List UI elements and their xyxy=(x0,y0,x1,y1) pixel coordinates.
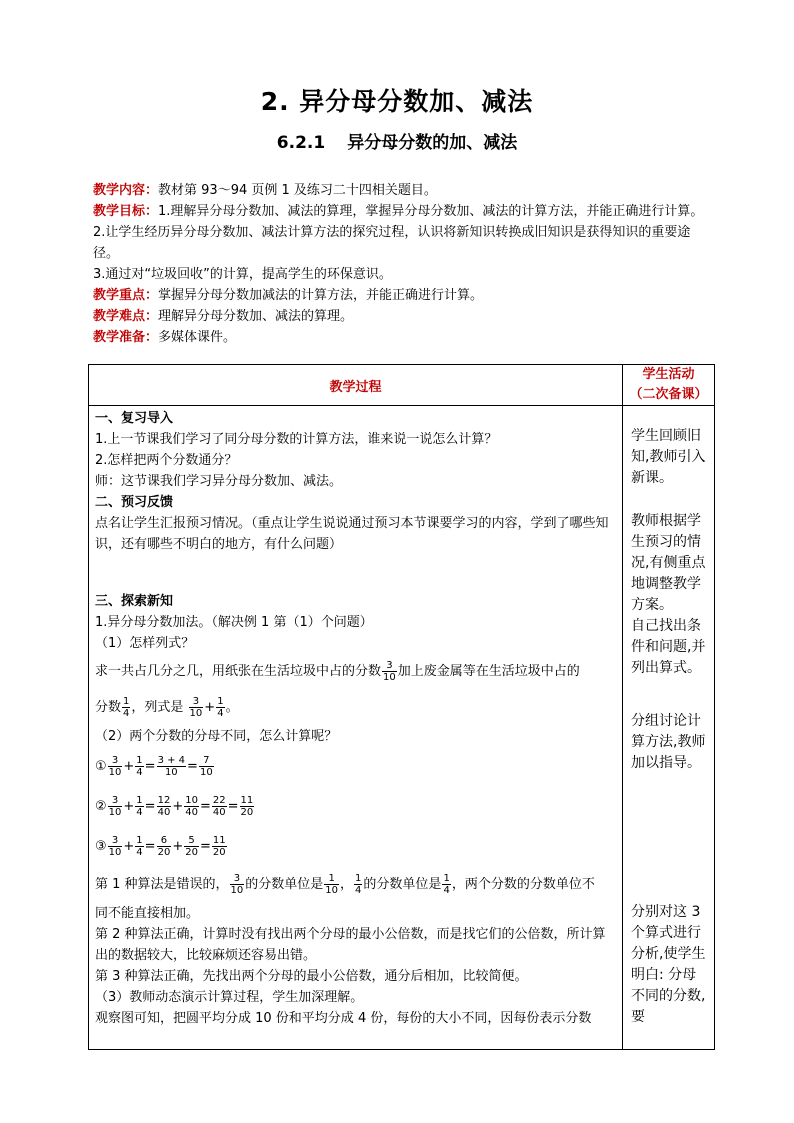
header-teaching-process: 教学过程 xyxy=(89,365,623,406)
label-prep: 教学准备： xyxy=(93,330,159,345)
explanation-1c: ， xyxy=(340,877,354,892)
review-line-2: 2.怎样把两个分数通分？ xyxy=(95,453,238,468)
marker-1: ① xyxy=(95,759,107,774)
fraction-1-4: $\frac{1}{4}$ xyxy=(136,755,143,778)
explanation-2: 第 2 种算法正确，计算时没有找出两个分母的最小公倍数，而是找它们的公倍数，所计算出的数据较大，比较麻烦还容易出错。 xyxy=(95,927,606,963)
fraction-3-10: $\frac{3}{10}$ xyxy=(108,795,122,818)
teaching-content xyxy=(93,180,713,201)
teaching-preparation xyxy=(93,327,713,348)
teaching-process-table xyxy=(88,364,715,1050)
prep-text: 多媒体课件。 xyxy=(158,330,237,345)
plus-sign: + xyxy=(172,799,184,814)
explore-l4a: 分数 xyxy=(95,700,122,715)
fraction-1-4: $\frac{1}{4}$ xyxy=(123,696,130,719)
explore-line-2: （1）怎样列式？ xyxy=(95,636,195,651)
page-subtitle xyxy=(0,128,794,153)
explanation-1-cont: 同不能直接相加。 xyxy=(95,906,200,921)
explore-l4b: ，列式是 xyxy=(131,700,184,715)
fraction-22-40: $\frac{22}{40}$ xyxy=(212,795,226,818)
section-review: 一、复习导入 xyxy=(95,411,174,426)
fraction-3plus4-10: $\frac{3 + 4}{10}$ xyxy=(157,755,186,778)
goal-1-text: 1.理解异分母分数加、减法的算理，掌握异分母分数加、减法的计算方法，并能正确进行计算。 xyxy=(158,204,704,219)
fraction-6-20: $\frac{6}{20}$ xyxy=(157,835,171,858)
subtitle-text: 异分母分数的加、减法 xyxy=(347,133,518,153)
content-text: 教材第 93～94 页例 1 及练习二十四相关题目。 xyxy=(158,183,437,198)
difficulty-text: 理解异分母分数加、减法的算理。 xyxy=(158,309,354,324)
plus-sign: + xyxy=(123,799,135,814)
equals-sign: = xyxy=(227,799,239,814)
calculation-3 xyxy=(95,827,618,867)
explanation-4: （3）教师动态演示计算过程，学生加深理解。 xyxy=(95,990,364,1005)
label-content: 教学内容： xyxy=(93,183,159,198)
teaching-key-point xyxy=(93,285,713,306)
key-text: 掌握异分母分数加减法的计算方法，并能正确进行计算。 xyxy=(158,288,484,303)
label-key: 教学重点： xyxy=(93,288,159,303)
fraction-7-10: $\frac{7}{10}$ xyxy=(199,755,213,778)
explanation-3: 第 3 种算法正确，先找出两个分母的最小公倍数，通分后相加，比较简便。 xyxy=(95,969,528,984)
plus-sign: + xyxy=(123,839,135,854)
explore-line-1: 1.异分母分数加法。（解决例 1 第（1）个问题） xyxy=(95,615,373,630)
marker-3: ③ xyxy=(95,839,107,854)
fraction-1-4: $\frac{1}{4}$ xyxy=(443,873,450,896)
section-explore: 三、探索新知 xyxy=(95,594,174,609)
explanation-1 xyxy=(95,867,618,903)
plus-sign: + xyxy=(123,759,135,774)
activity-1: 学生回顾旧知,教师引入新课。 xyxy=(631,428,706,486)
subtitle-number: 6.2.1 xyxy=(276,133,326,153)
fraction-1-10: $\frac{1}{10}$ xyxy=(325,873,339,896)
explanation-1d: 的分数单位是 xyxy=(363,877,442,892)
fraction-3-10: $\frac{3}{10}$ xyxy=(383,660,396,683)
plus-sign: + xyxy=(204,700,216,715)
activity-3: 自己找出条件和问题,并列出算式。 xyxy=(631,618,706,676)
student-activity-content xyxy=(623,406,715,1050)
equals-sign: = xyxy=(144,799,156,814)
activity-2: 教师根据学生预习的情况,有侧重点地调整教学方案。 xyxy=(631,513,706,613)
explore-line-4: 分数 $\frac{1}{4}$ ，列式是 $\frac{3}{10}$ + $\frac{1}{4}$ 。 xyxy=(95,696,239,719)
explore-line-3 xyxy=(95,654,618,690)
equals-sign: = xyxy=(187,759,198,774)
label-goal: 教学目标： xyxy=(93,204,159,219)
equals-sign: = xyxy=(199,799,211,814)
explore-l3a: 求一共占几分之几，用纸张在生活垃圾中占的分数 xyxy=(95,664,382,679)
review-line-1: 1.上一节课我们学习了同分母分数的计算方法，谁来说一说怎么计算？ xyxy=(95,432,498,447)
fraction-1-4: $\frac{1}{4}$ xyxy=(136,835,143,858)
explanation-1b: 的分数单位是 xyxy=(245,877,324,892)
calculation-1 xyxy=(95,747,618,787)
fraction-1-4: $\frac{1}{4}$ xyxy=(136,795,143,818)
activity-5: 分别对这 3 个算式进行分析,使学生明白: 分母不同的分数,要 xyxy=(631,904,706,1025)
fraction-12-40: $\frac{12}{40}$ xyxy=(157,795,171,818)
explanation-1a: 第 1 种算法是错误的， xyxy=(95,877,229,892)
equals-sign: = xyxy=(144,839,156,854)
header-right-line1: 学生活动 xyxy=(642,367,695,382)
equals-sign: = xyxy=(199,839,211,854)
fraction-1-4: $\frac{1}{4}$ xyxy=(217,696,224,719)
fraction-3-10: $\frac{3}{10}$ xyxy=(108,835,122,858)
activity-4: 分组讨论计算方法,教师加以指导。 xyxy=(631,713,706,771)
fraction-3-10: $\frac{3}{10}$ xyxy=(230,873,244,896)
fraction-10-40: $\frac{10}{40}$ xyxy=(185,795,198,818)
preview-text: 点名让学生汇报预习情况。（重点让学生说说通过预习本节课要学习的内容，学到了哪些知识，还有哪些不明白的地方，有什么问题） xyxy=(95,516,609,552)
teaching-goal-1 xyxy=(93,201,713,222)
equals-sign: = xyxy=(144,759,156,774)
process-content xyxy=(89,406,623,1050)
label-difficulty: 教学难点： xyxy=(93,309,159,324)
teaching-goal-2: 2.让学生经历异分母分数加、减法计算方法的探究过程，认识将新知识转换成旧知识是获得知识的重要途径。 xyxy=(93,225,691,261)
fraction-3-10: $\frac{3}{10}$ xyxy=(189,696,203,719)
fraction-3-10: $\frac{3}{10}$ xyxy=(108,755,122,778)
explore-line-5: （2）两个分数的分母不同，怎么计算呢？ xyxy=(95,729,338,744)
section-preview: 二、预习反馈 xyxy=(95,495,174,510)
page-title: 2. 异分母分数加、减法 xyxy=(260,87,534,116)
header-right-line2: （二次备课） xyxy=(629,387,708,402)
fraction-11-20: $\frac{11}{20}$ xyxy=(212,835,226,858)
explore-l3b: 加上废金属等在生活垃圾中占的 xyxy=(397,664,580,679)
plus-sign: + xyxy=(172,839,184,854)
fraction-1-4: $\frac{1}{4}$ xyxy=(355,873,362,896)
fraction-11-20: $\frac{11}{20}$ xyxy=(240,795,254,818)
teaching-goal-3: 3.通过对“垃圾回收”的计算，提高学生的环保意识。 xyxy=(93,267,392,282)
lesson-intro xyxy=(93,180,713,348)
review-line-3: 师：这节课我们学习异分母分数加、减法。 xyxy=(95,474,343,489)
marker-2: ② xyxy=(95,799,107,814)
calculation-2 xyxy=(95,787,618,827)
fraction-5-20: $\frac{5}{20}$ xyxy=(185,835,198,858)
explanation-1e: ，两个分数的分数单位不 xyxy=(451,877,595,892)
explanation-5: 观察图可知，把圆平均分成 10 份和平均分成 4 份，每份的大小不同，因每份表示分数 xyxy=(95,1011,592,1026)
teaching-difficulty xyxy=(93,306,713,327)
header-student-activity xyxy=(623,365,715,406)
